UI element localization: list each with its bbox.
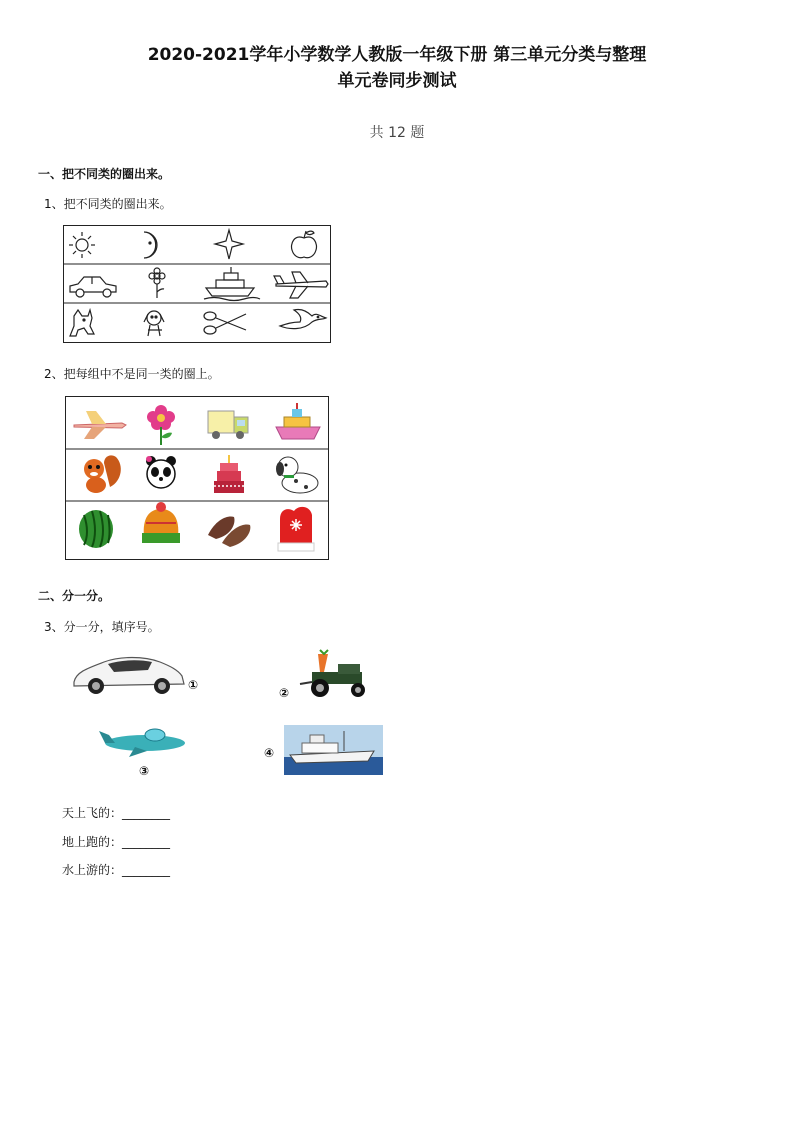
cake-icon[interactable] (214, 455, 244, 493)
answer-line-land[interactable]: 地上跑的：________ (62, 835, 171, 849)
scissors-icon[interactable] (204, 312, 246, 334)
sun-icon[interactable] (69, 232, 95, 258)
car-icon[interactable] (70, 277, 116, 297)
boat-icon[interactable] (276, 403, 320, 439)
section-heading-1: 一、把不同类的圈出来。 (38, 167, 171, 181)
item-label-4: ④ (264, 746, 275, 760)
answer-line-water[interactable]: 水上游的：________ (62, 863, 171, 877)
mittens-icon[interactable] (278, 507, 314, 551)
item-label-1: ① (188, 678, 199, 692)
airplane-icon[interactable] (95, 723, 190, 759)
page-subtitle: 单元卷同步测试 (337, 71, 457, 91)
watermelon-icon[interactable] (79, 510, 113, 548)
item-label-2: ② (279, 686, 290, 700)
ship-icon[interactable] (284, 725, 383, 775)
knit-hat-icon[interactable] (142, 502, 180, 543)
flower-icon[interactable] (149, 268, 165, 298)
apple-icon[interactable] (292, 231, 317, 258)
star-icon[interactable] (215, 230, 243, 259)
airplane-icon[interactable] (74, 411, 126, 439)
question-1-grid (63, 225, 331, 343)
question-3-text: 3、分一分，填序号。 (44, 620, 160, 634)
page-title: 2020-2021学年小学数学人教版一年级下册 第三单元分类与整理 (147, 45, 647, 65)
section-heading-2: 二、分一分。 (38, 589, 111, 603)
moon-icon[interactable] (144, 232, 157, 258)
bird-icon[interactable] (280, 309, 326, 328)
item-label-3: ③ (139, 764, 150, 778)
question-2-text: 2、把每组中不是同一类的圈上。 (44, 367, 220, 381)
tractor-icon[interactable] (298, 648, 378, 700)
airplane-icon[interactable] (274, 272, 328, 298)
truck-icon[interactable] (208, 411, 248, 439)
question-2-grid (65, 396, 329, 560)
squirrel-icon[interactable] (84, 455, 121, 493)
panda-icon[interactable] (146, 456, 176, 488)
car-icon[interactable] (70, 648, 190, 698)
question-1-text: 1、把不同类的圈出来。 (44, 197, 172, 211)
answer-line-sky[interactable]: 天上飞的：________ (62, 806, 171, 820)
shoes-icon[interactable] (208, 517, 250, 547)
dog-icon[interactable] (276, 457, 318, 493)
question-count: 共 12 题 (369, 125, 425, 141)
ship-icon[interactable] (204, 267, 260, 301)
flower-icon[interactable] (147, 405, 175, 445)
dog-icon[interactable] (70, 310, 94, 336)
puppy-icon[interactable] (144, 311, 164, 336)
